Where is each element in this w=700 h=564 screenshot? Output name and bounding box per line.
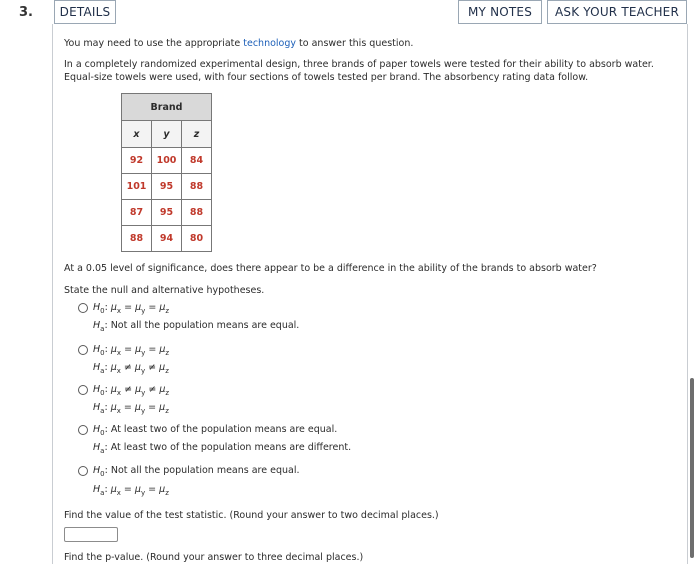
option-3-radio[interactable]	[78, 385, 88, 395]
table-row	[122, 200, 212, 226]
details-tab[interactable]: DETAILS	[54, 0, 116, 24]
table-cell: 95	[152, 174, 182, 200]
table-header-brand: Brand	[122, 94, 212, 121]
test-statistic-input[interactable]	[64, 527, 118, 542]
option-3-alt: $H_a$: $\mu_x = \mu_y = \mu_z$	[93, 402, 169, 415]
table-cell: 92	[122, 148, 152, 174]
option-1-alt: $H_a$: Not all the population means are equal.	[93, 320, 300, 333]
option-3-null: $H_0$: $\mu_x \ne \mu_y \ne \mu_z$	[93, 384, 170, 397]
option-1-null: $H_0$: $\mu_x = \mu_y = \mu_z$	[93, 302, 170, 315]
table-row	[122, 148, 212, 174]
description-line-1: In a completely randomized experimental design, three brands of paper towels were tested for their ability to absorb water.	[64, 59, 654, 70]
table-cell: 94	[152, 226, 182, 252]
table-row	[122, 174, 212, 200]
col-z: z	[182, 121, 212, 148]
option-5-alt: $H_a$: $\mu_x = \mu_y = \mu_z$	[93, 484, 169, 497]
option-2-null: $H_0$: $\mu_x = \mu_y = \mu_z$	[93, 344, 170, 357]
col-y: y	[152, 121, 182, 148]
hypotheses-prompt: State the null and alternative hypotheses.	[64, 285, 265, 296]
table-cell: 84	[182, 148, 212, 174]
option-4-null: $H_0$: At least two of the population means are equal.	[93, 424, 338, 437]
table-cell: 101	[122, 174, 152, 200]
intro-text	[64, 37, 413, 50]
p-value-prompt-cut: Find the p-value. (Round your answer to three decimal places.)	[64, 552, 364, 563]
option-4-radio[interactable]	[78, 425, 88, 435]
test-statistic-prompt: Find the value of the test statistic. (Round your answer to two decimal places.)	[64, 510, 439, 521]
table-cell: 100	[152, 148, 182, 174]
intro-after: to answer this question.	[296, 38, 414, 49]
table-cell: 95	[152, 200, 182, 226]
table-cell: 87	[122, 200, 152, 226]
technology-link[interactable]: technology	[243, 38, 297, 49]
significance-question: At a 0.05 level of significance, does there appear to be a difference in the ability of the brands to absorb water?	[64, 263, 597, 274]
table-cell: 88	[182, 174, 212, 200]
table-cell: 88	[182, 200, 212, 226]
table-cell: 80	[182, 226, 212, 252]
description-line-2: Equal-size towels were used, with four sections of towels tested per brand. The absorbency rating data follow.	[64, 72, 589, 83]
table-row	[122, 226, 212, 252]
my-notes-button[interactable]: MY NOTES	[458, 0, 542, 24]
option-1-radio[interactable]	[78, 303, 88, 313]
ask-your-teacher-button[interactable]: ASK YOUR TEACHER	[547, 0, 687, 24]
absorbency-table	[121, 93, 212, 252]
option-4-alt: $H_a$: At least two of the population means are different.	[93, 442, 352, 455]
table-cell: 88	[122, 226, 152, 252]
scrollbar-thumb[interactable]	[690, 378, 694, 558]
intro-before: You may need to use the appropriate	[64, 38, 244, 49]
option-2-radio[interactable]	[78, 345, 88, 355]
option-5-radio[interactable]	[78, 466, 88, 476]
col-x: x	[122, 121, 152, 148]
option-2-alt: $H_a$: $\mu_x \ne \mu_y \ne \mu_z$	[93, 362, 169, 375]
option-5-null: $H_0$: Not all the population means are equal.	[93, 465, 300, 478]
question-number: 3.	[19, 4, 33, 20]
